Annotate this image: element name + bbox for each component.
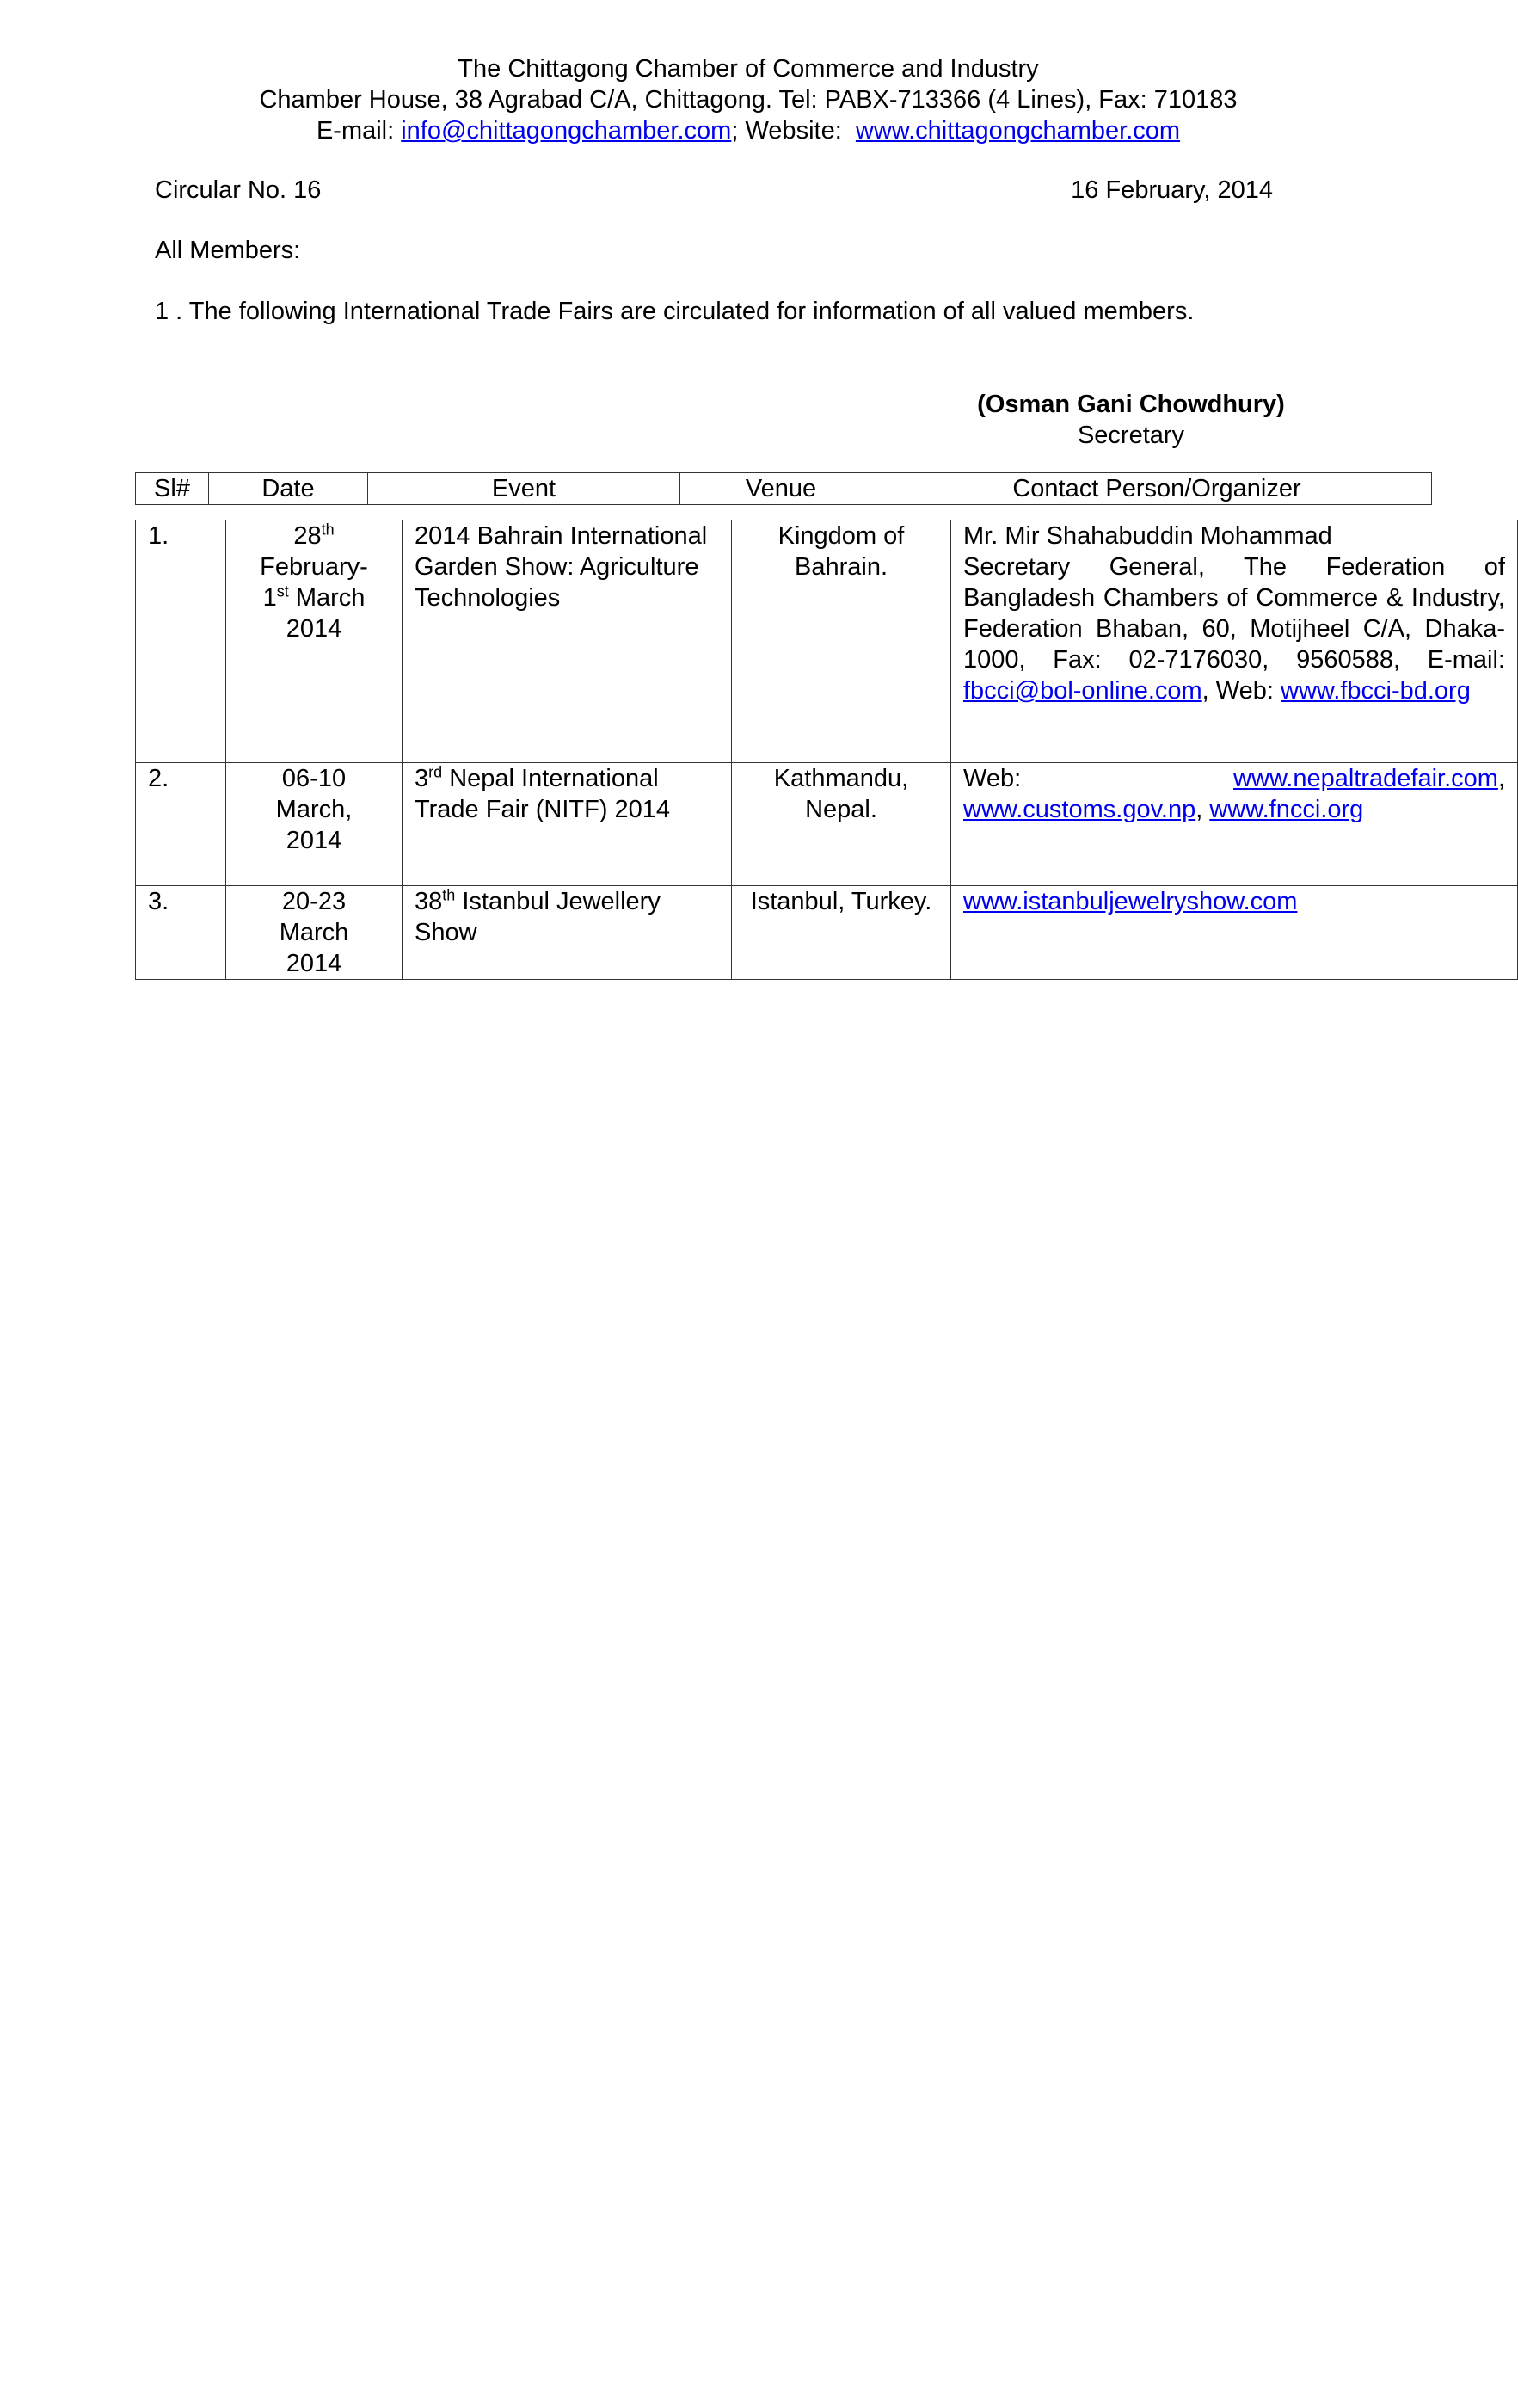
web-link-istanbul[interactable]: www.istanbuljewelryshow.com xyxy=(963,888,1298,915)
date-part: March, xyxy=(275,796,353,823)
web-link-nepaltradefair[interactable]: www.nepaltradefair.com xyxy=(1233,765,1498,792)
row-event xyxy=(403,886,732,980)
circular-paragraph: 1 . The following International Trade Fairs are circulated for information of all valued members. xyxy=(155,298,1195,325)
table-row xyxy=(136,886,1518,980)
row-venue: Istanbul, Turkey. xyxy=(732,886,951,980)
row-contact xyxy=(951,886,1518,980)
web-link-customs[interactable]: www.customs.gov.np xyxy=(963,796,1196,823)
organization-address: Chamber House, 38 Agrabad C/A, Chittagong. Tel: PABX-713366 (4 Lines), Fax: 710183 xyxy=(259,86,1238,114)
email-label: E-mail: xyxy=(316,117,395,145)
organization-name: The Chittagong Chamber of Commerce and Industry xyxy=(458,55,1039,83)
trade-fair-table xyxy=(135,520,1518,980)
header-sl: Sl# xyxy=(136,473,209,505)
date-sup: st xyxy=(276,582,289,600)
letterhead xyxy=(0,53,1496,146)
web-label: Web: xyxy=(963,765,1022,792)
row-sl: 3. xyxy=(136,886,226,980)
web-link-fncci[interactable]: www.fncci.org xyxy=(1209,796,1364,823)
row-sl: 2. xyxy=(136,763,226,886)
row-venue: Kathmandu, Nepal. xyxy=(732,763,951,886)
table-row xyxy=(136,763,1518,886)
contact-email-link[interactable]: fbcci@bol-online.com xyxy=(963,677,1202,705)
date-part: 20-23 xyxy=(281,888,347,915)
event-title: Istanbul Jewellery Show xyxy=(415,888,661,946)
header-row xyxy=(136,473,1432,505)
web-line xyxy=(963,763,1505,794)
row-date xyxy=(226,520,403,763)
row-date xyxy=(226,763,403,886)
header-event: Event xyxy=(368,473,680,505)
circular-number: Circular No. 16 xyxy=(155,176,322,204)
table-header xyxy=(135,472,1432,505)
date-part: 28 xyxy=(293,522,322,550)
date-part: 1 xyxy=(262,584,277,612)
event-sup: th xyxy=(442,886,456,904)
date-part: March xyxy=(295,584,366,612)
event-ordinal: 3 xyxy=(415,765,429,792)
header-date: Date xyxy=(209,473,368,505)
contact-detail: Secretary General, The Federation of Bangladesh Chambers of Commerce & Industry, Federation Bhaban, 60, Motijheel C/A, Dhaka-1000, Fax: 02-7176030, 9560588, E-mail: xyxy=(963,553,1505,674)
web-label: Web: xyxy=(1215,677,1274,705)
salutation: All Members: xyxy=(155,237,301,264)
web-first: www.nepaltradefair.com, xyxy=(1233,765,1505,792)
row-venue: Kingdom of Bahrain. xyxy=(732,520,951,763)
circular-date: 16 February, 2014 xyxy=(1071,176,1273,204)
contact-line xyxy=(0,115,1496,146)
event-title: Nepal International Trade Fair (NITF) 2014 xyxy=(415,765,671,823)
signatory-title: Secretary xyxy=(1077,422,1185,449)
row-date xyxy=(226,886,403,980)
email-link[interactable]: info@chittagongchamber.com xyxy=(401,117,732,145)
date-part: 2014 xyxy=(286,827,342,854)
event-sup: rd xyxy=(428,763,443,781)
header-venue: Venue xyxy=(680,473,882,505)
row-sl: 1. xyxy=(136,520,226,763)
row-contact: Web: www.nepaltradefair.com, www.customs.gov.np, www.fncci.org xyxy=(951,763,1518,886)
contact-person: Mr. Mir Shahabuddin Mohammad xyxy=(963,522,1332,550)
date-part: 2014 xyxy=(286,950,342,977)
date-part: 06-10 xyxy=(281,765,347,792)
header-contact: Contact Person/Organizer xyxy=(882,473,1432,505)
row-event: 2014 Bahrain International Garden Show: Agriculture Technologies xyxy=(403,520,732,763)
website-link[interactable]: www.chittagongchamber.com xyxy=(855,117,1181,145)
date-part: 2014 xyxy=(286,615,342,643)
row-contact: Mr. Mir Shahabuddin Mohammad Secretary General, The Federation of Bangladesh Chambers of Commerce & Industry, Federation Bhaban, 60, Motijheel C/A, Dhaka-1000, Fax: 02-7176030, 9560588, E-mail: fbcci@bol-online.com, Web: www.fbcci-bd.org xyxy=(951,520,1518,763)
row-event xyxy=(403,763,732,886)
event-ordinal: 38 xyxy=(415,888,443,915)
date-part: February- xyxy=(260,553,368,581)
signature-block xyxy=(920,389,1342,451)
contact-web-link[interactable]: www.fbcci-bd.org xyxy=(1281,677,1471,705)
table-row xyxy=(136,520,1518,763)
date-sup: th xyxy=(321,520,335,539)
website-label: ; Website: xyxy=(731,117,842,145)
signatory-name: (Osman Gani Chowdhury) xyxy=(977,391,1285,418)
date-part: March xyxy=(279,919,349,946)
